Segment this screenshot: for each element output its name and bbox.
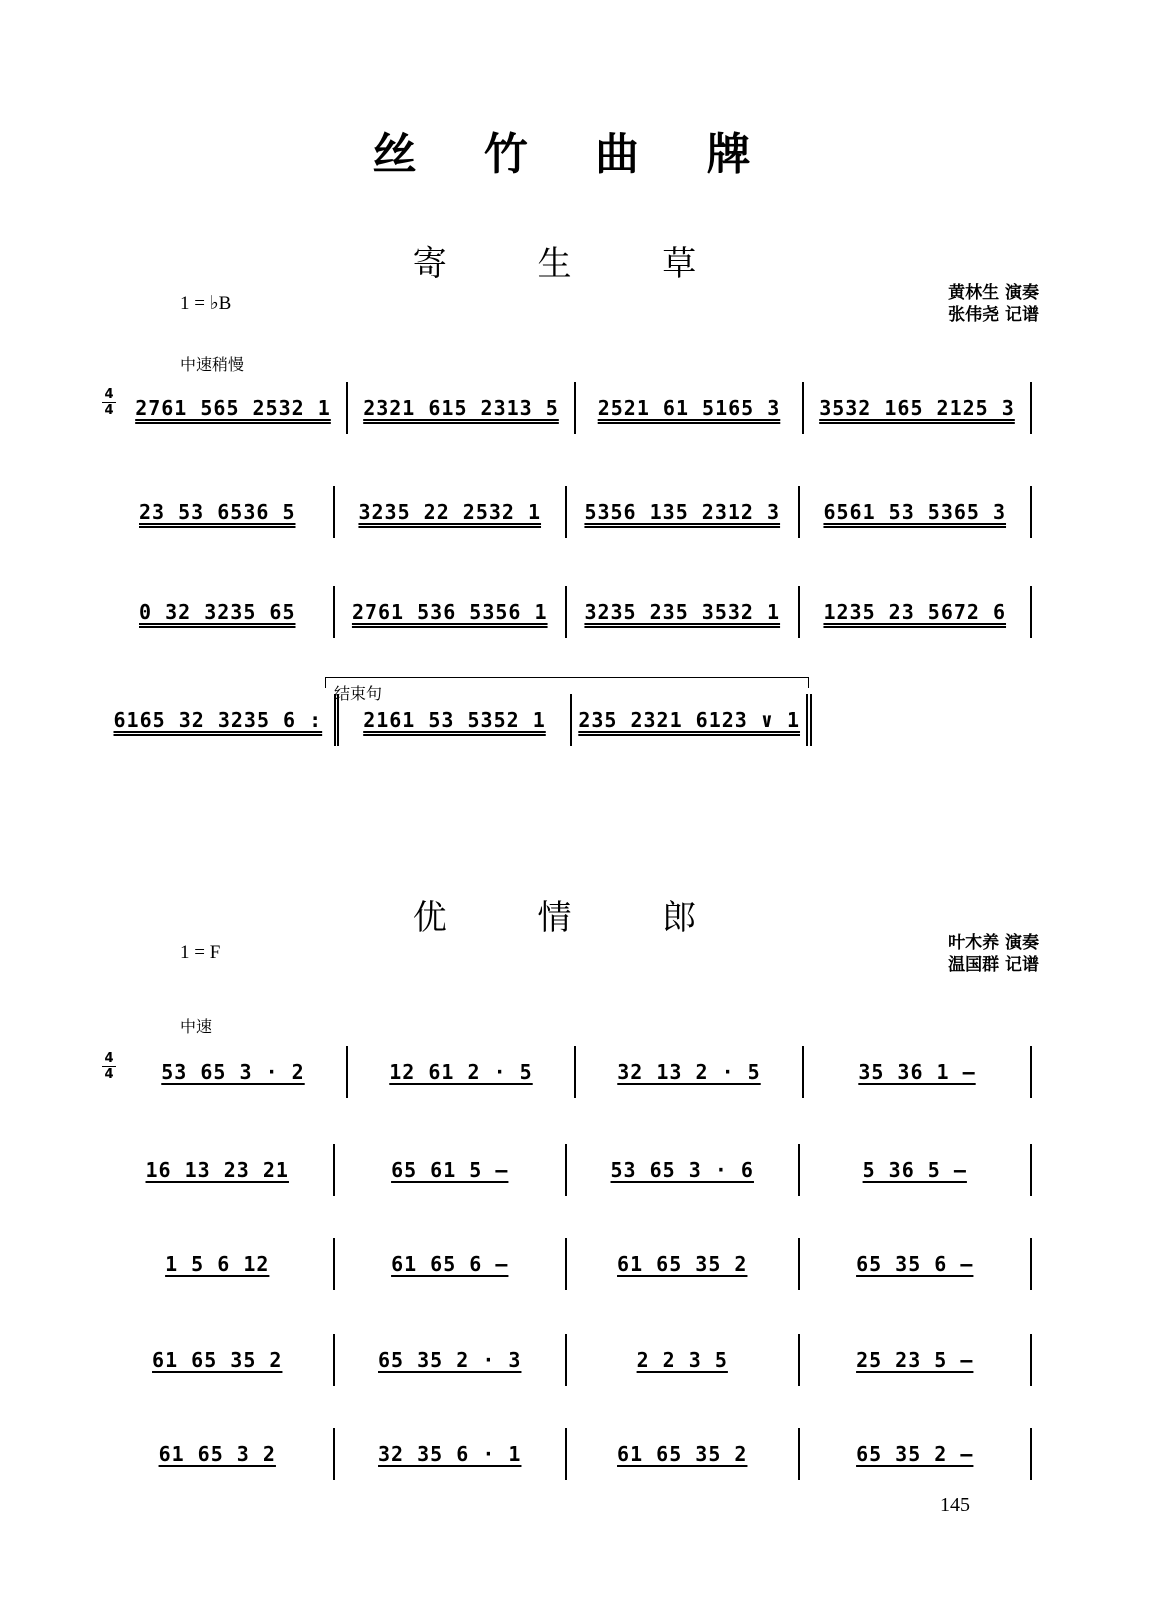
song-title-1: 寄 生 草 [412, 244, 737, 284]
measure: 3235 235 3532 1 [567, 586, 800, 638]
measure: 2521 61 5165 3 [576, 382, 804, 434]
credits-1 [948, 282, 1039, 326]
measure: 5 36 5 — [800, 1144, 1033, 1196]
measure: 0 32 3235 65 [102, 586, 335, 638]
tempo-marking-1: 中速稍慢 [180, 355, 245, 374]
measure: 2761 536 5356 1 [335, 586, 568, 638]
measure: 35 36 1 — [804, 1046, 1032, 1098]
time-signature-1: 4 4 [102, 388, 116, 417]
measure: 65 35 2 · 3 [335, 1334, 568, 1386]
score-row [102, 1238, 1032, 1290]
measure: 2161 53 5352 1 [339, 694, 573, 746]
measure: 3532 165 2125 3 [804, 382, 1032, 434]
measure: 2761 565 2532 1 [120, 382, 348, 434]
score-row [102, 586, 1032, 638]
measure: 32 13 2 · 5 [576, 1046, 804, 1098]
page-number: 145 [940, 1494, 970, 1516]
measure: 6561 53 5365 3 [800, 486, 1033, 538]
transcriber-2: 温国群 记谱 [948, 955, 1039, 975]
measure: 1 5 6 12 [102, 1238, 335, 1290]
measure: 65 35 6 — [800, 1238, 1033, 1290]
measure: 61 65 35 2 [567, 1238, 800, 1290]
performer-1: 黄林生 演奏 [948, 283, 1039, 303]
measure: 65 61 5 — [335, 1144, 568, 1196]
score-row [102, 382, 1032, 434]
score-row [102, 486, 1032, 538]
measure: 1235 23 5672 6 [800, 586, 1033, 638]
measure: 5356 135 2312 3 [567, 486, 800, 538]
measure: 23 53 6536 5 [102, 486, 335, 538]
measure: 61 65 6 — [335, 1238, 568, 1290]
score-row [102, 1334, 1032, 1386]
measure: 32 35 6 · 1 [335, 1428, 568, 1480]
ending-bracket [325, 677, 809, 688]
page-title: 丝 竹 曲 牌 [372, 129, 777, 180]
measure: 235 2321 6123 ∨ 1 [572, 694, 812, 746]
key-signature-1: 1 = ♭B [180, 293, 232, 314]
performer-2: 叶木养 演奏 [948, 933, 1039, 953]
score-row [102, 1428, 1032, 1480]
score-row [102, 1046, 1032, 1098]
measure: 16 13 23 21 [102, 1144, 335, 1196]
song-title-2: 优 情 郎 [412, 898, 737, 938]
score-row [102, 1144, 1032, 1196]
measure: 2321 615 2313 5 [348, 382, 576, 434]
measure: 61 65 35 2 [567, 1428, 800, 1480]
measure: 65 35 2 — [800, 1428, 1033, 1480]
measure: 3235 22 2532 1 [335, 486, 568, 538]
score-row [102, 694, 812, 746]
key-signature-2: 1 = F [180, 942, 221, 963]
measure: 61 65 3 2 [102, 1428, 335, 1480]
measure: 25 23 5 — [800, 1334, 1033, 1386]
measure: 2 2 3 5 [567, 1334, 800, 1386]
measure: 61 65 35 2 [102, 1334, 335, 1386]
tempo-marking-2: 中速 [180, 1017, 213, 1036]
measure: 12 61 2 · 5 [348, 1046, 576, 1098]
credits-2 [948, 932, 1039, 976]
measure: 6165 32 3235 6 : [102, 694, 339, 746]
measure: 53 65 3 · 2 [120, 1046, 348, 1098]
transcriber-1: 张伟尧 记谱 [948, 305, 1039, 325]
time-signature-2: 4 4 [102, 1052, 116, 1081]
ending-label: 结束句 [334, 684, 383, 703]
measure: 53 65 3 · 6 [567, 1144, 800, 1196]
